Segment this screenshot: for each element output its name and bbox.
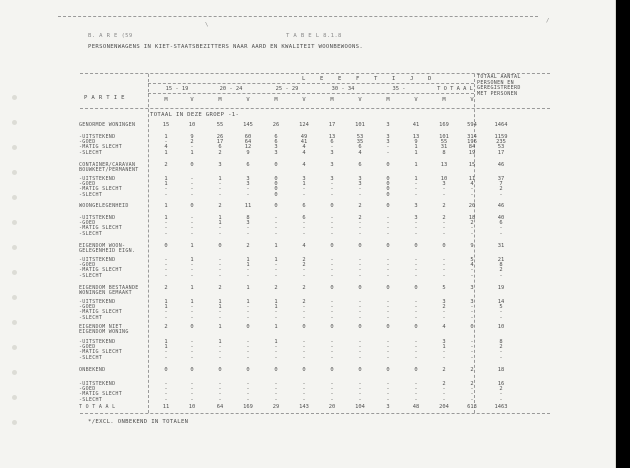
table-cell: 143 xyxy=(299,404,309,410)
table-cell: 2 xyxy=(442,203,446,209)
table-cell: - - - - xyxy=(358,299,362,321)
table-cell: - - - - xyxy=(246,381,250,403)
table-cell: 2 xyxy=(358,203,362,209)
header-mid-rule xyxy=(148,83,474,84)
table-cell: 17 xyxy=(328,122,336,128)
table-cell: 0 xyxy=(190,367,194,373)
table-cell: 204 xyxy=(439,404,449,410)
table-cell: - - - - xyxy=(164,257,168,279)
table-cell: 1 - - - xyxy=(164,215,168,237)
sex-label: M xyxy=(442,97,446,103)
table-cell: 5 4 - - xyxy=(470,257,474,279)
table-cell: 37 7 2 - xyxy=(497,176,505,198)
sex-label: V xyxy=(470,97,474,103)
table-cell: 3 1 - - xyxy=(302,176,306,198)
row-label: GENORMDE WONINGEN xyxy=(79,122,136,128)
table-cell: 1 - - - xyxy=(274,257,278,279)
table-cell: 3 xyxy=(218,162,222,168)
row-label: CONTAINER/CARAVAN BOUWKEET/PERMANENT xyxy=(79,162,139,174)
table-cell: 0 xyxy=(190,162,194,168)
header-letter: L xyxy=(302,76,306,82)
table-cell: 0 xyxy=(358,285,362,291)
table-cell: - - - - xyxy=(218,257,222,279)
table-cell: 0 xyxy=(218,367,222,373)
table-cell: 2 - - - xyxy=(442,215,446,237)
page-reference: T A B E L 8.1.8 xyxy=(286,33,342,39)
table-cell: 0 xyxy=(274,203,278,209)
table-cell: 64 xyxy=(216,404,224,410)
table-cell: 1 xyxy=(246,285,250,291)
table-cell: - - - - xyxy=(414,381,418,403)
table-cell: 0 xyxy=(414,324,418,330)
table-cell: 0 xyxy=(358,367,362,373)
header-letter: J xyxy=(410,76,414,82)
table-cell: 2 xyxy=(470,367,474,373)
table-cell: 3 - - - xyxy=(414,215,418,237)
table-cell: 0 xyxy=(358,324,362,330)
table-cell: - - - - xyxy=(330,381,334,403)
row-label: -UITSTEKEND -GOED -MATIG SLECHT -SLECHT xyxy=(79,339,123,361)
table-cell: 13 6 - 3 xyxy=(328,134,336,156)
table-cell: - - - - xyxy=(414,257,418,279)
row-label: WOONGELEGENHEID xyxy=(79,203,129,209)
group-title: TOTAAL IN DEZE GROEP -1- xyxy=(150,112,240,118)
table-cell: 6 - - - xyxy=(302,215,306,237)
table-cell: 4 xyxy=(302,162,306,168)
sex-label: V xyxy=(302,97,306,103)
table-cell: 1464 xyxy=(494,122,508,128)
table-cell: 19 xyxy=(497,285,505,291)
table-cell: 3 - - - xyxy=(330,176,334,198)
table-cell: - - - - xyxy=(414,339,418,361)
table-cell: - - - - xyxy=(190,339,194,361)
table-cell: 4 xyxy=(442,324,446,330)
table-cell: - - - - xyxy=(470,339,474,361)
table-cell: 104 xyxy=(355,404,365,410)
sex-label: V xyxy=(190,97,194,103)
age-group-label: 15 - 19 xyxy=(165,86,189,92)
table-cell: 10 3 - - xyxy=(440,176,448,198)
table-cell: 0 xyxy=(164,367,168,373)
table-cell: 2 - - - xyxy=(358,215,362,237)
row-label: T O T A A L xyxy=(79,404,116,410)
table-cell: 0 xyxy=(386,324,390,330)
table-cell: 3 - - - xyxy=(470,299,474,321)
table-cell: 0 xyxy=(330,367,334,373)
table-cell: - - - - xyxy=(358,339,362,361)
table-cell: 3 3 - - xyxy=(358,176,362,198)
table-cell: 18 xyxy=(497,367,505,373)
table-cell: 20 xyxy=(328,404,336,410)
table-cell: 101 xyxy=(355,122,365,128)
table-cell: 48 xyxy=(412,404,420,410)
table-cell: 1 xyxy=(274,243,278,249)
table-cell: 15 xyxy=(468,162,476,168)
table-cell: 0 xyxy=(246,324,250,330)
table-cell: 1 - - - xyxy=(274,339,278,361)
table-cell: 1 1 - - xyxy=(164,339,168,361)
table-cell: 1 1 - - xyxy=(274,299,278,321)
sex-label: M xyxy=(274,97,278,103)
table-cell: 1 1 - - xyxy=(218,215,222,237)
table-cell: 1 - - - xyxy=(218,339,222,361)
table-cell: - - - - xyxy=(164,381,168,403)
table-cell: 8 2 - - xyxy=(499,339,503,361)
footnote: */EXCL. ONBEKEND IN TOTALEN xyxy=(88,419,189,425)
table-cell: 6 6 3 3 xyxy=(274,134,278,156)
table-cell: 0 xyxy=(274,367,278,373)
table-cell: 1 xyxy=(414,162,418,168)
table-cell: 1 - - - xyxy=(190,299,194,321)
table-cell: 2 xyxy=(218,285,222,291)
table-cell: 3 3 - - xyxy=(386,134,390,156)
table-cell: - - - - xyxy=(386,381,390,403)
table-cell: 1 xyxy=(218,324,222,330)
row-label: -UITSTEKEND -GOED -MATIG SLECHT -SLECHT xyxy=(79,176,123,198)
table-cell: 0 xyxy=(302,367,306,373)
table-cell: - - - - xyxy=(274,381,278,403)
header-tick: \ xyxy=(205,22,209,28)
top-rule xyxy=(58,16,538,17)
table-cell: 0 xyxy=(164,243,168,249)
sex-label: M xyxy=(218,97,222,103)
table-cell: 41 xyxy=(412,122,420,128)
right-mark: / xyxy=(546,18,550,24)
header-letter: I xyxy=(392,76,396,82)
table-cell: 0 xyxy=(358,243,362,249)
table-cell: 2 2 - - xyxy=(302,257,306,279)
header-line: B. A R E (59 xyxy=(88,33,133,39)
table-cell: 46 xyxy=(497,203,505,209)
table-cell: 2 xyxy=(302,285,306,291)
table-cell: - - - - xyxy=(330,257,334,279)
table-cell: 2 xyxy=(246,243,250,249)
table-cell: - - - - xyxy=(190,176,194,198)
table-cell: - - - - xyxy=(358,381,362,403)
table-cell: 9 2 - 1 xyxy=(190,134,194,156)
table-cell: 1463 xyxy=(494,404,508,410)
table-cell: - - - - xyxy=(330,215,334,237)
table-cell: 18 2 - - xyxy=(468,215,476,237)
table-cell: 46 xyxy=(497,162,505,168)
table-cell: 101 55 31 8 xyxy=(439,134,449,156)
table-cell: 3 xyxy=(330,162,334,168)
table-cell: 6 xyxy=(358,162,362,168)
table-cell: 2 xyxy=(164,285,168,291)
row-label: -UITSTEKEND -GOED -MATIG SLECHT -SLECHT xyxy=(79,134,123,156)
table-cell: - - - - xyxy=(330,339,334,361)
table-cell: 314 196 84 19 xyxy=(467,134,477,156)
table-cell: 1 xyxy=(190,243,194,249)
table-cell: 1 1 - - xyxy=(164,299,168,321)
table-cell: 53 35 6 4 xyxy=(356,134,364,156)
sex-label: M xyxy=(386,97,390,103)
table-subtitle: PERSONENWAGENS IN KIET-STAATSBEZITTERS NAAR AARD EN KWALITEIT WOONBEWOONS. xyxy=(88,44,364,50)
table-cell: 1 - - - xyxy=(246,299,250,321)
table-cell: 1 xyxy=(190,285,194,291)
table-cell: 6 xyxy=(302,203,306,209)
table-cell: 613 xyxy=(467,404,477,410)
table-cell: 14 5 - - xyxy=(497,299,505,321)
table-cell: 3 xyxy=(386,404,390,410)
table-cell: 11 xyxy=(244,203,252,209)
table-cell: 29 xyxy=(272,404,280,410)
table-cell: 0 xyxy=(190,203,194,209)
age-group-label: 25 - 29 xyxy=(275,86,299,92)
row-label: ONBEKEND xyxy=(79,367,106,373)
table-cell: 0 xyxy=(330,203,334,209)
table-cell: - - - - xyxy=(386,339,390,361)
table-cell: 1 - - - xyxy=(414,176,418,198)
table-cell: 0 xyxy=(302,324,306,330)
header-letter: E xyxy=(320,76,324,82)
table-cell: 55 xyxy=(216,122,224,128)
table-cell: 2 xyxy=(164,162,168,168)
table-cell: 3 2 - - xyxy=(442,299,446,321)
table-cell: - - - - xyxy=(386,215,390,237)
table-cell: - - - - xyxy=(386,257,390,279)
table-cell: 20 xyxy=(468,203,476,209)
table-cell: - - - - xyxy=(274,215,278,237)
table-cell: - - - - xyxy=(442,257,446,279)
sex-label: M xyxy=(330,97,334,103)
table-cell: - - - - xyxy=(190,381,194,403)
table-cell: 0 xyxy=(470,324,474,330)
table-cell: 13 xyxy=(440,162,448,168)
table-cell: 0 xyxy=(386,203,390,209)
table-cell: 169 xyxy=(439,122,449,128)
sex-label: M xyxy=(164,97,168,103)
table-cell: 1 - 4 1 xyxy=(164,134,168,156)
table-cell: - - - - xyxy=(246,339,250,361)
table-cell: 169 xyxy=(243,404,253,410)
age-group-label: 35 - xyxy=(392,86,406,92)
table-cell: 3 3 - - xyxy=(246,176,250,198)
header-letter: T xyxy=(374,76,378,82)
table-cell: 26 17 6 2 xyxy=(216,134,224,156)
row-label: -UITSTEKEND -GOED -MATIG SLECHT -SLECHT xyxy=(79,215,123,237)
table-cell: 0 xyxy=(190,324,194,330)
table-cell: 9 xyxy=(470,243,474,249)
table-cell: 10 xyxy=(188,404,196,410)
table-cell: 26 xyxy=(272,122,280,128)
table-cell: 124 xyxy=(299,122,309,128)
table-cell: - - - - xyxy=(330,299,334,321)
table-cell: 0 0 0 0 xyxy=(274,176,278,198)
row-label: EIGENDOM WOON- GELEGENHEID EIGN. xyxy=(79,243,136,255)
table-cell: 0 xyxy=(218,243,222,249)
table-cell: 0 xyxy=(330,285,334,291)
table-cell: 0 xyxy=(386,367,390,373)
age-group-label: T O T A A L xyxy=(437,86,473,92)
table-bottom-rule xyxy=(80,413,550,414)
table-cell: - - - - xyxy=(386,299,390,321)
table-cell: 40 6 - - xyxy=(497,215,505,237)
table-cell: 11 4 - - xyxy=(468,176,476,198)
table-cell: 6 xyxy=(246,162,250,168)
sex-label: V xyxy=(358,97,362,103)
table-cell: 13 9 1 1 xyxy=(412,134,420,156)
table-cell: - - - - xyxy=(302,339,306,361)
table-cell: 15 xyxy=(162,122,170,128)
table-cell: 0 xyxy=(274,162,278,168)
row-label: -UITSTEKEND -GOED -MATIG SLECHT -SLECHT xyxy=(79,257,123,279)
table-cell: 1 1 - - xyxy=(218,299,222,321)
table-cell: 4 xyxy=(302,243,306,249)
table-cell: 3 xyxy=(470,285,474,291)
table-cell: 2 - - - xyxy=(442,381,446,403)
table-cell: 8 3 - - xyxy=(246,215,250,237)
sex-label: V xyxy=(246,97,250,103)
table-cell: 3 xyxy=(386,122,390,128)
sex-label: V xyxy=(414,97,418,103)
table-cell: 1 - - - xyxy=(190,257,194,279)
table-cell: 1 1 - - xyxy=(246,257,250,279)
header-letter: E xyxy=(338,76,342,82)
header-rule xyxy=(148,93,474,94)
table-cell: - - - - xyxy=(414,299,418,321)
table-cell: 31 xyxy=(497,243,505,249)
table-cell: 2 xyxy=(164,324,168,330)
table-cell: 2 xyxy=(274,285,278,291)
age-group-label: 30 - 34 xyxy=(331,86,355,92)
table-cell: 60 64 12 9 xyxy=(244,134,252,156)
table-cell: 2 xyxy=(442,367,446,373)
table-cell: 0 xyxy=(330,324,334,330)
table-cell: 0 xyxy=(386,243,390,249)
table-cell: - - - - xyxy=(190,215,194,237)
row-label: EIGENDOM NIET EIGENDOM WONING xyxy=(79,324,129,336)
header-letter: F xyxy=(356,76,360,82)
table-cell: 3 1 - - xyxy=(442,339,446,361)
table-cell: 3 xyxy=(414,203,418,209)
table-cell: 2 xyxy=(218,203,222,209)
column-rule-left xyxy=(148,74,149,413)
table-cell: 0 xyxy=(246,367,250,373)
row-label: -UITSTEKEND -GOED -MATIG SLECHT -SLECHT xyxy=(79,381,123,403)
table-cell: 0 xyxy=(442,243,446,249)
table-cell: 0 xyxy=(386,285,390,291)
table-cell: 0 xyxy=(414,285,418,291)
table-cell: 11 xyxy=(162,404,170,410)
table-cell: 1159 235 53 17 xyxy=(494,134,508,156)
table-cell: 16 2 - - xyxy=(497,381,505,403)
table-cell: 1 xyxy=(274,324,278,330)
table-cell: 2 - - - xyxy=(302,299,306,321)
table-cell: 2 - - - xyxy=(470,381,474,403)
total-count-header: TOTAAL AANTAL PERSONEN EN GEREGISTREERD MET PERSONEN xyxy=(477,74,521,97)
table-cell: - - - - xyxy=(218,381,222,403)
table-cell: 145 xyxy=(243,122,253,128)
table-cell: 0 0 0 0 xyxy=(386,176,390,198)
row-label: -UITSTEKEND -GOED -MATIG SLECHT -SLECHT xyxy=(79,299,123,321)
row-header: P A R T I E xyxy=(84,95,125,101)
table-cell: 0 xyxy=(414,367,418,373)
header-letter: D xyxy=(428,76,432,82)
table-cell: 1 xyxy=(164,203,168,209)
table-cell: 1 1 - - xyxy=(164,176,168,198)
table-cell: 0 xyxy=(414,243,418,249)
table-cell: 0 xyxy=(386,162,390,168)
table-cell: - - - - xyxy=(302,381,306,403)
table-cell: 21 8 2 - xyxy=(497,257,505,279)
table-cell: 10 xyxy=(188,122,196,128)
table-cell: - - - - xyxy=(358,257,362,279)
table-cell: 5 xyxy=(442,285,446,291)
table-cell: 10 xyxy=(497,324,505,330)
header-bottom-rule xyxy=(80,108,550,109)
age-group-label: 20 - 24 xyxy=(219,86,243,92)
table-cell: 1 - - - xyxy=(218,176,222,198)
row-label: EIGENDOM BESTAANDE WONINGEN GEMAAKT xyxy=(79,285,139,297)
table-cell: 49 41 4 4 xyxy=(300,134,308,156)
table-cell: 594 xyxy=(467,122,477,128)
table-cell: 0 xyxy=(330,243,334,249)
